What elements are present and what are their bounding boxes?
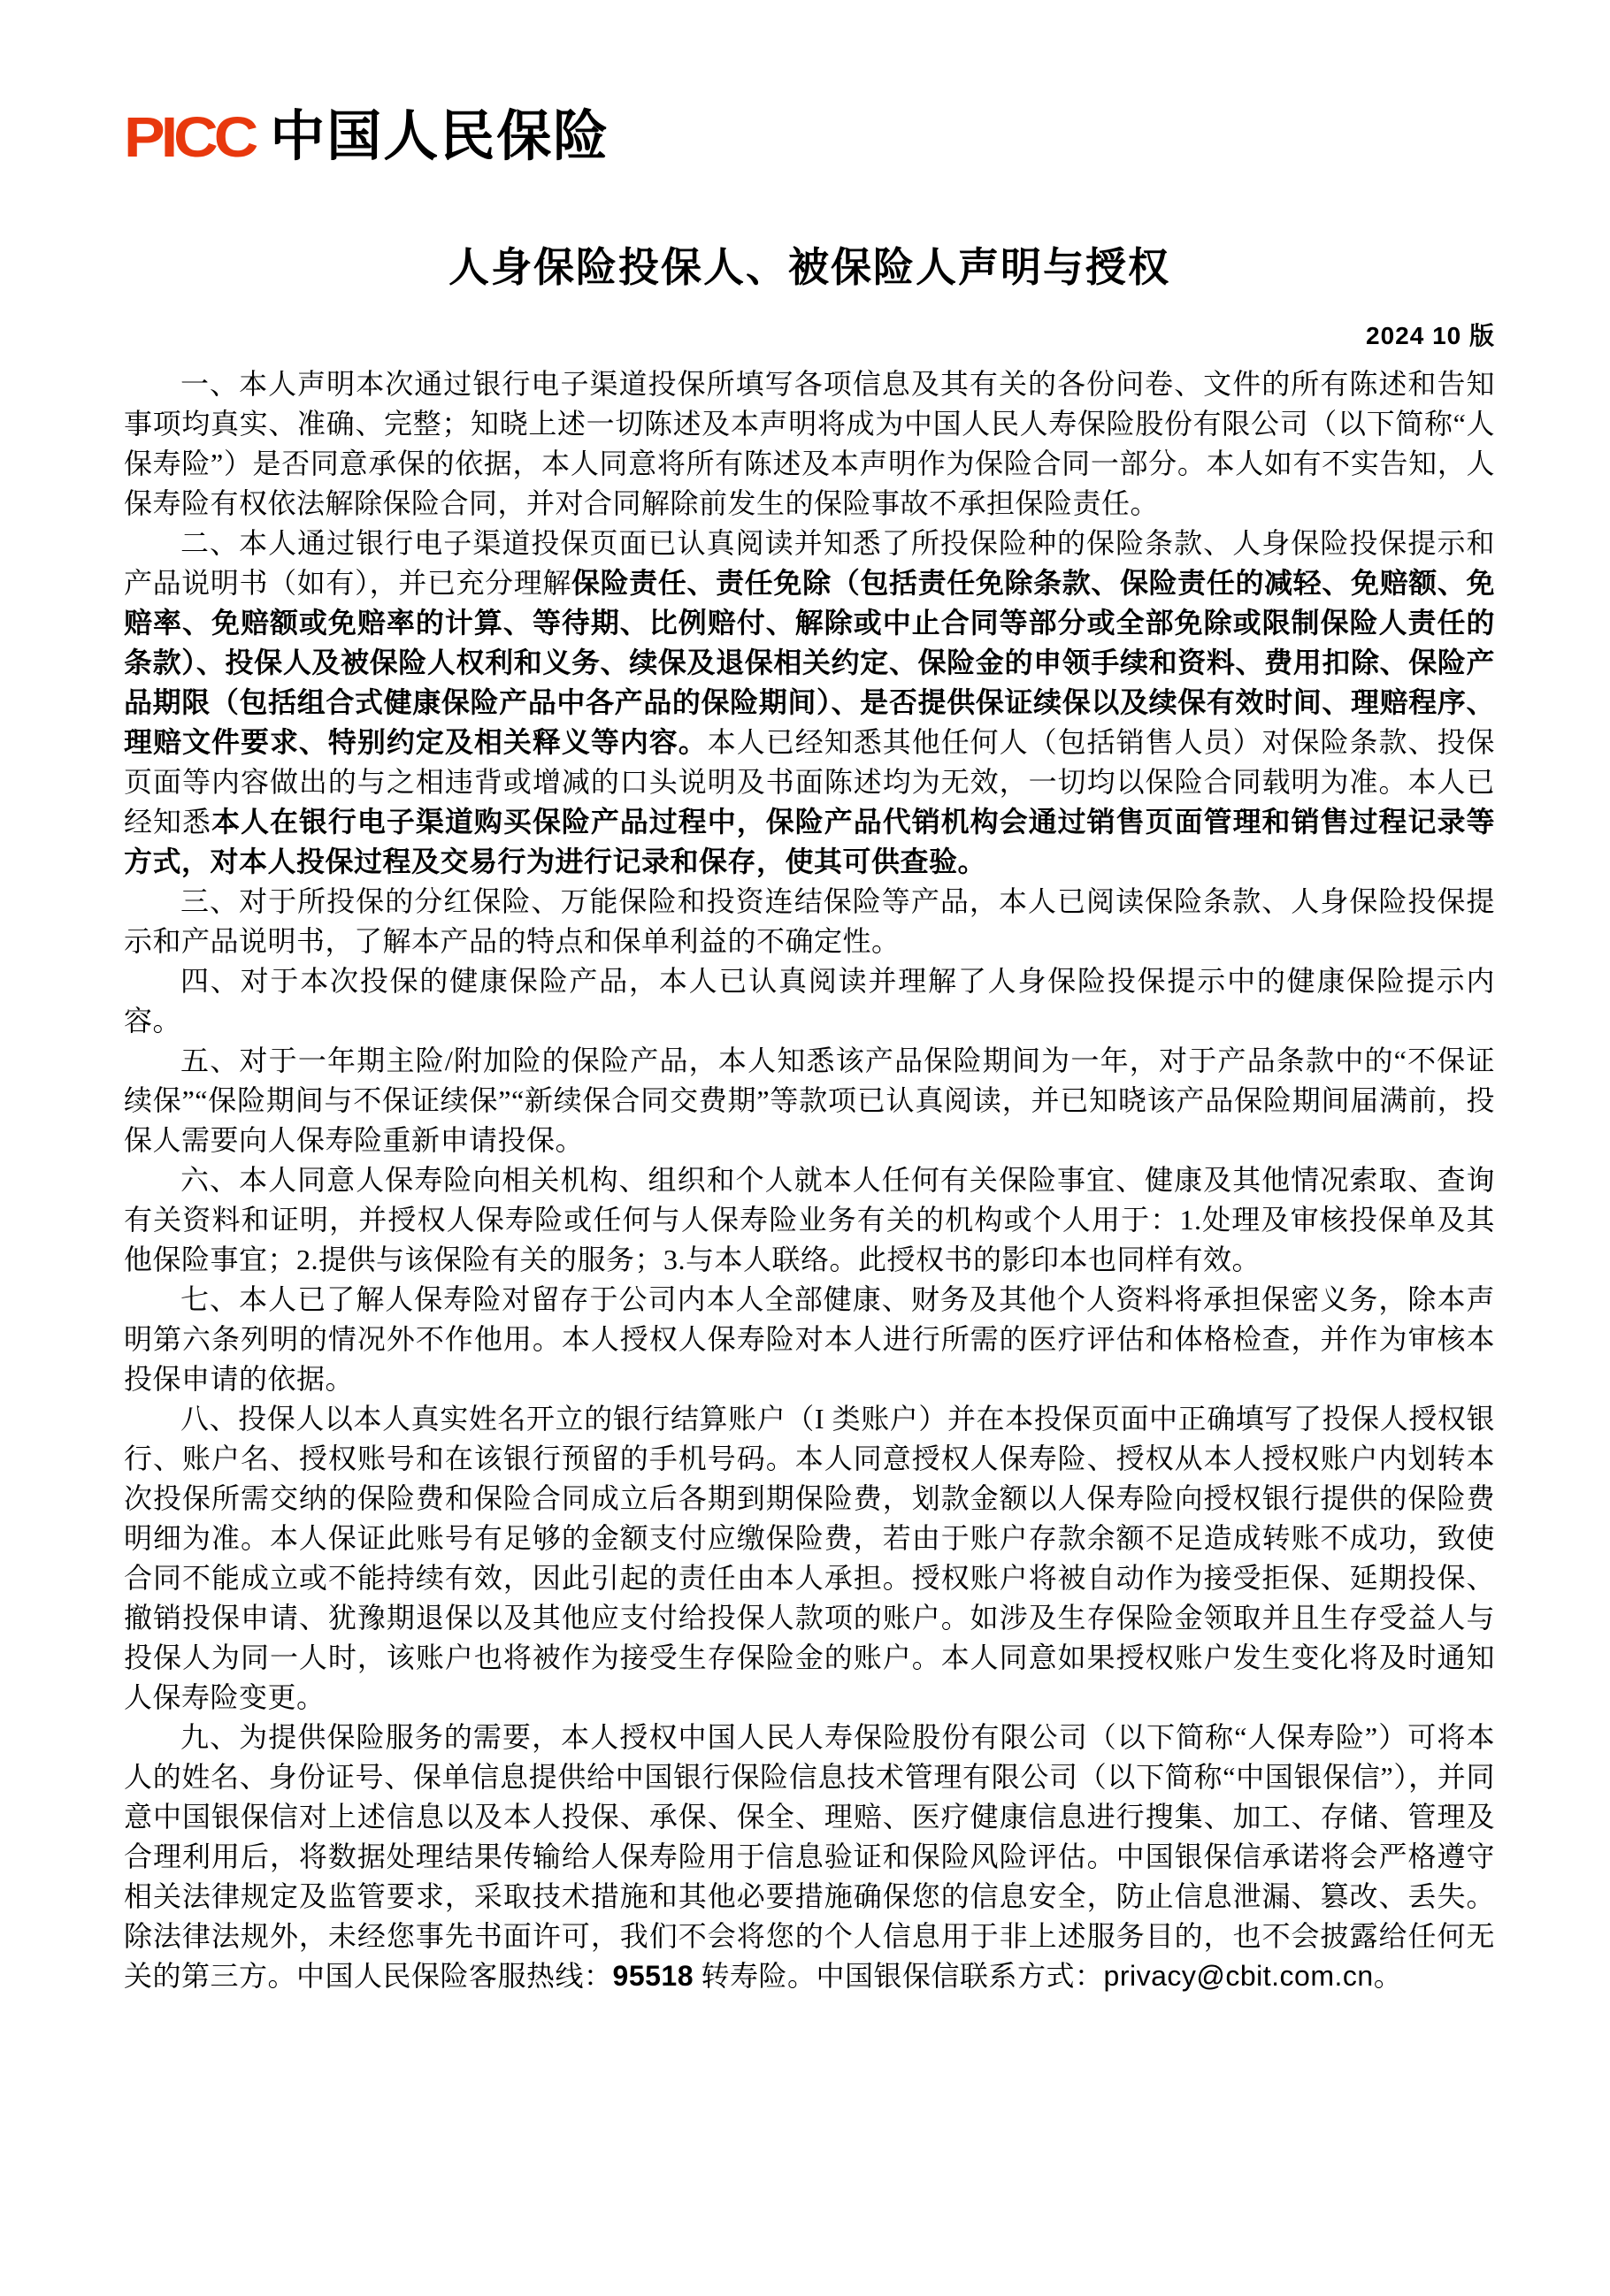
declaration-paragraph-2 xyxy=(124,524,1495,882)
text-run: 本人已经知悉其他任何人（包括销售人员）对保险条款、投保页面等内容做出的与之相违背或增减的口头说明及书面陈述均为无效，一切均以保险合同载明为准。本人已经知悉 xyxy=(124,726,1495,838)
version-label: 2024 10 版 xyxy=(1366,322,1495,349)
text-run: 七、本人已了解人保寿险对留存于公司内本人全部健康、财务及其他个人资料将承担保密义务，除本声明第六条列明的情况外不作他用。本人授权人保寿险对本人进行所需的医疗评估和体格检查，并作为审核本投保申请的依据。 xyxy=(124,1283,1495,1395)
text-run: 五、对于一年期主险/附加险的保险产品，本人知悉该产品保险期间为一年，对于产品条款中的“不保证续保”“保险期间与不保证续保”“新续保合同交费期”等款项已认真阅读，并已知晓该产品保险期间届满前，投保人需要向人保寿险重新申请投保。 xyxy=(124,1045,1495,1156)
document-header xyxy=(124,99,1495,175)
text-run: 九、为提供保险服务的需要，本人授权中国人民人寿保险股份有限公司（以下简称“人保寿险”）可将本人的姓名、身份证号、保单信息提供给中国银行保险信息技术管理有限公司（以下简称“中国银保信”），并同意中国银保信对上述信息以及本人投保、承保、保全、理赔、医疗健康信息进行搜集、加工、存储、管理及合理利用后，将数据处理结果传输给人保寿险用于信息验证和保险风险评估。中国银保信承诺将会严格遵守相关法律规定及监管要求，采取技术措施和其他必要措施确保您的信息安全，防止信息泄漏、篡改、丢失。除法律法规外，未经您事先书面许可，我们不会将您的个人信息用于非上述服务目的，也不会披露给任何无关的第三方。中国人民保险客服热线： xyxy=(124,1721,1495,1992)
text-run: 八、投保人以本人真实姓名开立的银行结算账户（I 类账户）并在本投保页面中正确填写了投保人授权银行、账户名、授权账号和在该银行预留的手机号码。本人同意授权人保寿险、授权从本人授权账户内划转本次投保所需交纳的保险费和保险合同成立后各期到期保险费，划款金额以人保寿险向授权银行提供的保险费明细为准。本人保证此账号有足够的金额支付应缴保险费，若由于账户存款余额不足造成转账不成功，致使合同不能成立或不能持续有效，因此引起的责任由本人承担。授权账户将被自动作为接受拒保、延期投保、撤销投保申请、犹豫期退保以及其他应支付给投保人款项的账户。如涉及生存保险金领取并且生存受益人与投保人为同一人时，该账户也将被作为接受生存保险金的账户。本人同意如果授权账户发生变化将及时通知人保寿险变更。 xyxy=(124,1403,1495,1713)
page-title: 人身保险投保人、被保险人声明与授权 xyxy=(448,245,1170,290)
text-run-bold: 保险责任、责任免除（包括责任免除条款、保险责任的减轻、免赔额、免赔率、免赔额或免赔率的计算、等待期、比例赔付、解除或中止合同等部分或全部免除或限制保险人责任的条款）、投保人及被保险人权利和义务、续保及退保相关约定、保险金的申领手续和资料、费用扣除、保险产品期限（包括组合式健康保险产品中各产品的保险期间）、是否提供保证续保以及续保有效时间、理赔程序、理赔文件要求、特别约定及相关释义等内容。 xyxy=(124,567,1495,758)
declaration-paragraph-8 xyxy=(124,1399,1495,1718)
contact-email: privacy@cbit.com.cn xyxy=(1103,1960,1374,1992)
picc-logo xyxy=(124,99,1495,175)
text-run: 二、本人通过银行电子渠道投保页面已认真阅读并知悉了所投保险种的保险条款、人身保险投保提示和产品说明书（如有），并已充分理解 xyxy=(124,527,1495,599)
document-body xyxy=(124,364,1495,1996)
text-run: 六、本人同意人保寿险向相关机构、组织和个人就本人任何有关保险事宜、健康及其他情况索取、查询有关资料和证明，并授权人保寿险或任何与人保寿险业务有关的机构或个人用于：1.处理及审核投保单及其他保险事宜；2.提供与该保险有关的服务；3.与本人联络。此授权书的影印本也同样有效。 xyxy=(124,1164,1495,1275)
declaration-paragraph-1 xyxy=(124,364,1495,524)
declaration-paragraph-3 xyxy=(124,882,1495,961)
declaration-paragraph-4 xyxy=(124,961,1495,1041)
text-run-bold: 本人在银行电子渠道购买保险产品过程中，保险产品代销机构会通过销售页面管理和销售过程记录等方式，对本人投保过程及交易行为进行记录和保存，使其可供查验。 xyxy=(124,806,1495,877)
text-run: 四、对于本次投保的健康保险产品，本人已认真阅读并理解了人身保险投保提示中的健康保险提示内容。 xyxy=(124,965,1495,1037)
declaration-paragraph-9 xyxy=(124,1718,1495,1996)
picc-logo-chinese-text: 中国人民保险 xyxy=(270,107,610,167)
declaration-paragraph-5 xyxy=(124,1041,1495,1160)
text-run: 。 xyxy=(1373,1960,1403,1992)
text-run: 一、本人声明本次通过银行电子渠道投保所填写各项信息及其有关的各份问卷、文件的所有陈述和告知事项均真实、准确、完整；知晓上述一切陈述及本声明将成为中国人民人寿保险股份有限公司（以下简称“人保寿险”）是否同意承保的依据，本人同意将所有陈述及本声明作为保险合同一部分。本人如有不实告知，人保寿险有权依法解除保险合同，并对合同解除前发生的保险事故不承担保险责任。 xyxy=(124,368,1495,519)
declaration-paragraph-7 xyxy=(124,1280,1495,1399)
text-run: 三、对于所投保的分红保险、万能保险和投资连结保险等产品，本人已阅读保险条款、人身保险投保提示和产品说明书，了解本产品的特点和保单利益的不确定性。 xyxy=(124,885,1495,957)
picc-logo-latin-text: PICC xyxy=(124,105,255,169)
hotline-number: 95518 xyxy=(612,1960,694,1992)
declaration-paragraph-6 xyxy=(124,1160,1495,1280)
text-run: 转寿险。中国银保信联系方式： xyxy=(694,1960,1104,1992)
